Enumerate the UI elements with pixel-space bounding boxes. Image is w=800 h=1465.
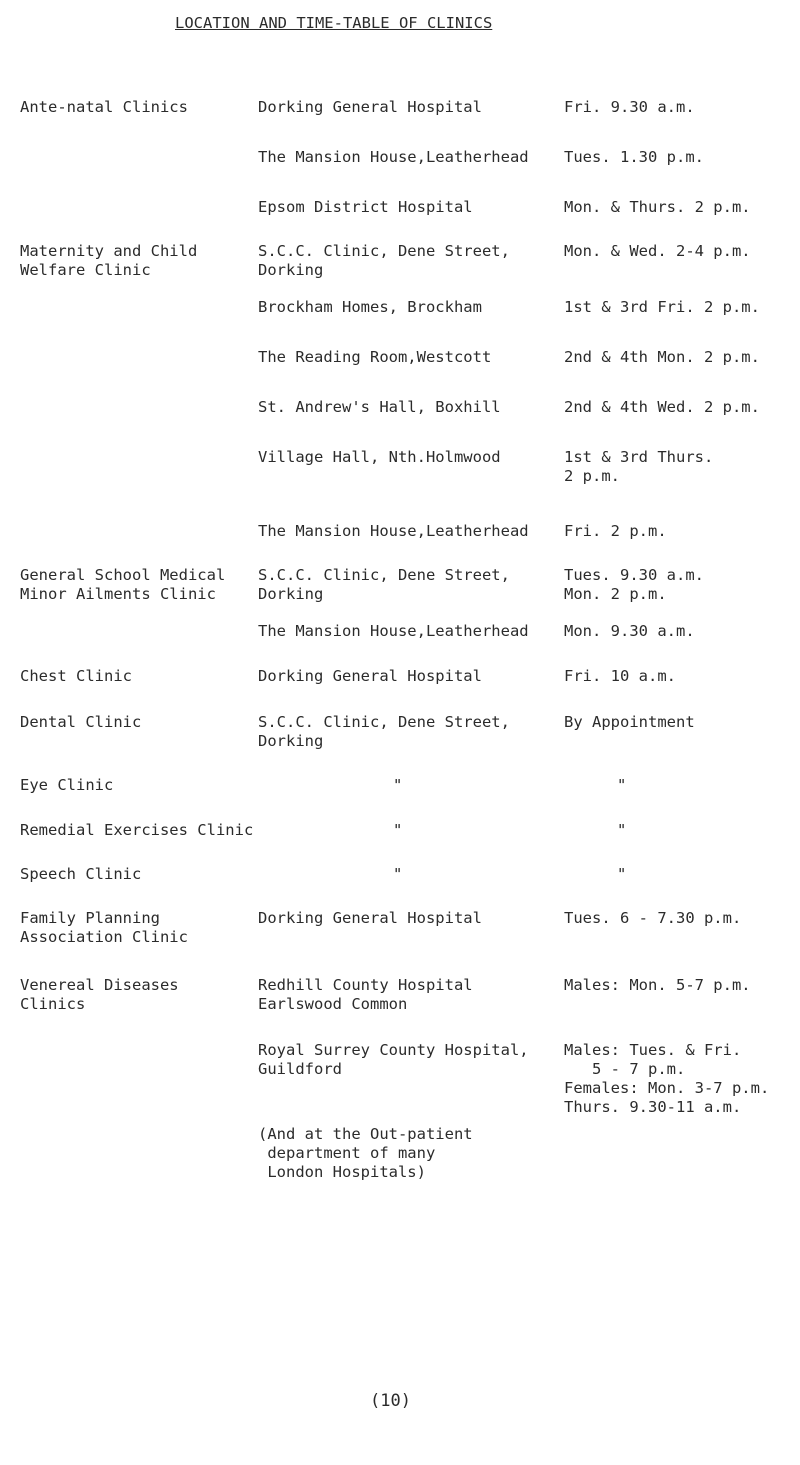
- ditto-mark: ": [617, 821, 627, 839]
- clinic-category: Dental Clinic: [20, 713, 142, 731]
- clinic-location: Village Hall, Nth.Holmwood: [258, 448, 501, 466]
- clinic-time: Tues. 9.30 a.m. Mon. 2 p.m.: [564, 566, 704, 603]
- clinic-location: Royal Surrey County Hospital, Guildford: [258, 1041, 529, 1078]
- page-number: (10): [370, 1391, 411, 1411]
- clinic-location: S.C.C. Clinic, Dene Street, Dorking: [258, 566, 510, 603]
- clinic-location: S.C.C. Clinic, Dene Street, Dorking: [258, 713, 510, 750]
- clinic-time: 1st & 3rd Thurs. 2 p.m.: [564, 448, 714, 485]
- clinic-time: By Appointment: [564, 713, 695, 731]
- clinic-time: Tues. 1.30 p.m.: [564, 148, 704, 166]
- clinic-location: S.C.C. Clinic, Dene Street, Dorking: [258, 242, 510, 279]
- clinic-category: Remedial Exercises Clinic: [20, 821, 254, 839]
- clinic-location: Dorking General Hospital: [258, 98, 482, 116]
- clinic-time: 2nd & 4th Mon. 2 p.m.: [564, 348, 760, 366]
- clinic-category: Chest Clinic: [20, 667, 132, 685]
- clinic-category: Eye Clinic: [20, 776, 114, 794]
- ditto-mark: ": [393, 776, 403, 794]
- clinic-location-note: (And at the Out-patient department of many London Hospitals): [258, 1125, 473, 1181]
- clinic-time: Mon. & Wed. 2-4 p.m.: [564, 242, 751, 260]
- clinic-time: Males: Mon. 5-7 p.m.: [564, 976, 751, 994]
- clinic-location: St. Andrew's Hall, Boxhill: [258, 398, 501, 416]
- clinic-time: 1st & 3rd Fri. 2 p.m.: [564, 298, 760, 316]
- clinic-location: Epsom District Hospital: [258, 198, 473, 216]
- clinic-location: The Mansion House,Leatherhead: [258, 522, 529, 540]
- ditto-mark: ": [393, 865, 403, 883]
- clinic-category: Family Planning Association Clinic: [20, 909, 188, 946]
- clinic-time: Tues. 6 - 7.30 p.m.: [564, 909, 742, 927]
- clinic-time: Mon. 9.30 a.m.: [564, 622, 695, 640]
- clinic-location: The Reading Room,Westcott: [258, 348, 492, 366]
- clinic-category: Maternity and Child Welfare Clinic: [20, 242, 198, 279]
- clinic-category: Venereal Diseases Clinics: [20, 976, 179, 1013]
- ditto-mark: ": [393, 821, 403, 839]
- clinic-time: Mon. & Thurs. 2 p.m.: [564, 198, 751, 216]
- ditto-mark: ": [617, 865, 627, 883]
- clinic-time: Males: Tues. & Fri. 5 - 7 p.m. Females: Mon. 3-7 p.m. Thurs. 9.30-11 a.m.: [564, 1041, 770, 1116]
- clinic-time: Fri. 2 p.m.: [564, 522, 667, 540]
- clinic-time: Fri. 10 a.m.: [564, 667, 676, 685]
- page-title: LOCATION AND TIME-TABLE OF CLINICS: [175, 14, 493, 32]
- clinic-location: Brockham Homes, Brockham: [258, 298, 482, 316]
- clinic-location: The Mansion House,Leatherhead: [258, 148, 529, 166]
- clinic-location: The Mansion House,Leatherhead: [258, 622, 529, 640]
- clinic-location: Dorking General Hospital: [258, 667, 482, 685]
- clinic-category: Speech Clinic: [20, 865, 142, 883]
- clinic-category: General School Medical Minor Ailments Clinic: [20, 566, 226, 603]
- clinic-location: Dorking General Hospital: [258, 909, 482, 927]
- clinic-time: Fri. 9.30 a.m.: [564, 98, 695, 116]
- clinic-category: Ante-natal Clinics: [20, 98, 188, 116]
- clinic-location: Redhill County Hospital Earlswood Common: [258, 976, 473, 1013]
- ditto-mark: ": [617, 776, 627, 794]
- clinic-time: 2nd & 4th Wed. 2 p.m.: [564, 398, 760, 416]
